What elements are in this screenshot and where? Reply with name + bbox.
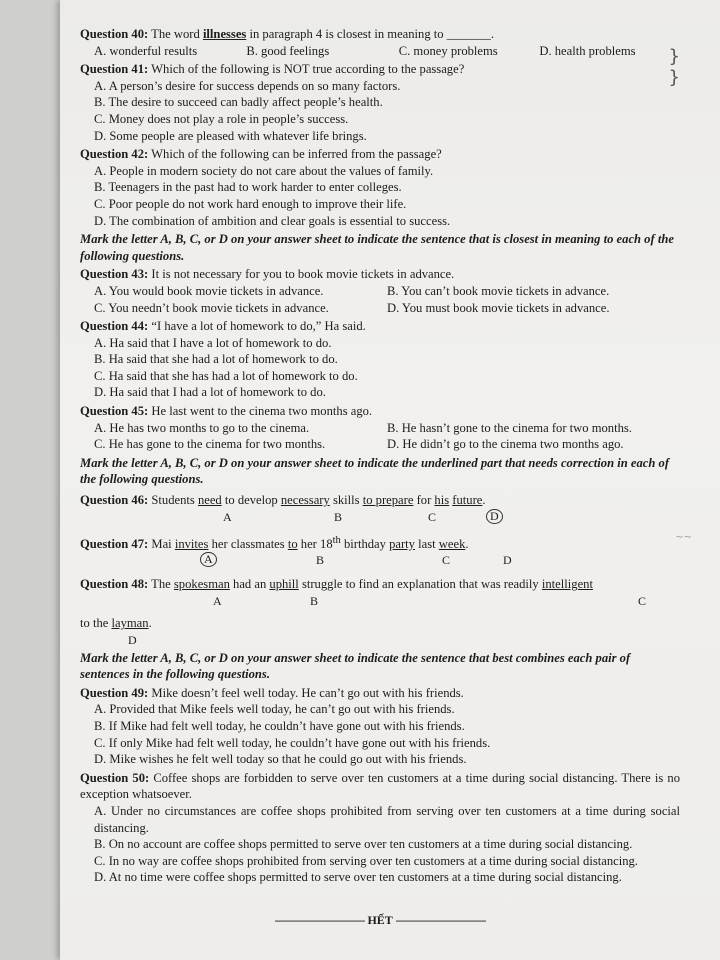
part-letters [80,593,680,611]
underlined-part-d: his [434,493,450,508]
option-a: A. wonderful results [94,43,198,58]
option-a: A. Provided that Mike feels well today, he can’t go out with his friends. [94,702,455,717]
underlined-part-b: to [287,536,298,551]
question-46: Question 46: Students need to develop necessary skills to prepare for his future. A B C D [80,492,680,527]
question-48: Question 48: The spokesman had an uphill struggle to find an explanation that was readily intelligent A B C to the layman. D [80,576,680,647]
question-number: Question 49: [80,685,149,700]
letter-d: D [503,553,512,568]
question-50: Question 50: Coffee shops are forbidden to serve over ten customers at a time during social distancing. There is no exception whatsoever. A. Under no circumstances are coffee shops prohibited from serving over ten customers at a time during social distancing. B. On no account are coffee shops permitted to serve over ten customers at a time during social distancing. C. In no way are coffee shops prohibited from serving over ten customers at a time during social distancing. D. At no time were coffee shops permitted to serve over ten customers at a time during social distancing. [80,770,680,885]
underlined-part-a: need [197,493,222,508]
option-c: C. Poor people do not work hard enough to improve their life. [94,196,407,211]
exam-paper [60,0,720,960]
end-label: HẾT [367,912,393,927]
option-d: D. health problems [539,43,636,58]
option-d: D. At no time were coffee shops permitted to serve over ten customers at a time during social distancing. [94,870,622,885]
letter-b: B [310,594,319,608]
option-a: A. A person’s desire for success depends on so many factors. [94,78,401,93]
end-marker [80,912,680,929]
underlined-part-d: week [438,536,466,551]
option-a: A. You would book movie tickets in advance. [94,283,324,298]
end-dashes-right: ------------------------------ [395,912,486,927]
option-b: B. Ha said that she had a lot of homework to do. [94,352,338,367]
option-b: B. good feelings [246,43,330,58]
option-b: B. On no account are coffee shops permitted to serve over ten customers at a time during social distancing. [94,837,633,852]
section-instruction: Mark the letter A, B, C, or D on your answer sheet to indicate the underlined part that needs correction in each of the following questions. [80,455,670,487]
option-c: C. Money does not play a role in people’s success. [94,111,349,126]
exam-content [80,24,680,929]
letter-b: B [316,553,325,568]
question-number: Question 43: [80,267,149,282]
underlined-part-c: party [389,536,415,551]
letter-d: D [486,509,503,524]
question-47: Question 47: Mai invites her classmates to her 18th birthday party last week. A B C D [80,533,680,571]
question-44: Question 44: “I have a lot of homework to do,” Ha said. A. Ha said that I have a lot of homework to do. B. Ha said that she had a lot of homework to do. C. Ha said that she has had a lot of homework to do. D. Ha said that I had a lot of homework to do. [80,318,680,401]
option-d: D. Some people are pleased with whatever life brings. [94,128,367,143]
part-letters [80,509,680,527]
question-49: Question 49: Mike doesn’t feel well today. He can’t go out with his friends. A. Provided that Mike feels well today, he can’t go out with his friends. B. If Mike had felt well today, he couldn’t have gone out with his friends. C. If only Mike had felt well today, he couldn’t have gone out with his friends. D. Mike wishes he felt well today so that he could go out with his friends. [80,685,680,768]
letter-c: C [428,509,437,524]
end-dashes-left: ------------------------------ [274,912,365,927]
letter-a: A [223,509,232,524]
option-b: B. If Mike had felt well today, he couldn’t have gone out with his friends. [94,718,465,733]
option-a: A. Ha said that I have a lot of homework to do. [94,335,332,350]
question-number: Question 45: [80,404,149,419]
underlined-word: illnesses [202,27,247,41]
question-number: Question 42: [80,147,149,162]
underlined-part-b: uphill [269,577,299,592]
letter-a: A [200,552,217,567]
question-42: Question 42: Which of the following can be inferred from the passage? A. People in modern society do not care about the values of family. B. Teenagers in the past had to work harder to enter colleges. C. Poor people do not work hard enough to improve their life. D. The combination of ambition and clear goals is essential to success. [80,146,680,229]
letter-b: B [334,509,343,524]
option-c: C. He has gone to the cinema for two months. [94,437,326,452]
underlined-part-d: layman [111,616,149,630]
option-a: A. People in modern society do not care about the values of family. [94,163,434,178]
option-d: D. Mike wishes he felt well today so that he could go out with his friends. [94,752,467,767]
underlined-part-b: necessary [280,493,330,508]
question-40: Question 40: The word illnesses in paragraph 4 is closest in meaning to _______. A. wonderful results B. good feelings C. money problems D. health problems [80,26,680,59]
pencil-scribble: ~~ [675,532,692,543]
question-number: Question 40: [80,27,149,41]
option-d: D. The combination of ambition and clear goals is essential to success. [94,213,451,228]
option-d: D. Ha said that I had a lot of homework to do. [94,385,326,400]
option-c: C. You needn’t book movie tickets in advance. [94,300,329,315]
question-41: Question 41: Which of the following is NOT true according to the passage? A. A person’s desire for success depends on so many factors. B. The desire to succeed can badly affect people’s health. C. Money does not play a role in people’s success. D. Some people are pleased with whatever life brings. [80,61,680,144]
pencil-bracket-mark: } } [668,46,680,88]
option-d: D. He didn’t go to the cinema two months ago. [387,437,624,452]
underlined-part-c: intelligent [541,577,593,592]
option-b: B. The desire to succeed can badly affect people’s health. [94,95,383,110]
question-number: Question 46: [80,493,149,508]
part-letters [80,632,680,648]
option-a: A. He has two months to go to the cinema. [94,420,310,435]
question-number: Question 47: [80,536,149,551]
underlined-part-c: to prepare [362,493,414,508]
option-a: A. Under no circumstances are coffee shops prohibited from serving over ten customers at a time during social distancing. [94,803,680,835]
part-letters [80,552,680,570]
option-b: B. He hasn’t gone to the cinema for two months. [387,420,632,435]
option-c: C. If only Mike had felt well today, he couldn’t have gone out with his friends. [94,735,491,750]
letter-d: D [128,632,137,647]
option-d: D. You must book movie tickets in advance. [387,300,610,315]
underlined-part-a: spokesman [173,577,230,592]
letter-c: C [442,553,451,568]
option-c: C. In no way are coffee shops prohibited from serving over ten customers at a time during social distancing. [94,853,638,868]
option-c: C. Ha said that she has had a lot of homework to do. [94,368,358,383]
section-instruction: Mark the letter A, B, C, or D on your answer sheet to indicate the sentence that best combines each pair of sentences in the following questions. [80,650,631,682]
option-b: B. You can’t book movie tickets in advance. [387,283,610,298]
question-number: Question 44: [80,319,149,334]
option-c: C. money problems [398,43,498,58]
question-43: Question 43: It is not necessary for you to book movie tickets in advance. A. You would book movie tickets in advance. B. You can’t book movie tickets in advance. C. You needn’t book movie tickets in advance. D. You must book movie tickets in advance. [80,266,680,316]
question-number: Question 41: [80,62,149,77]
question-number: Question 48: [80,577,149,592]
question-45: Question 45: He last went to the cinema two months ago. A. He has two months to go to the cinema. B. He hasn’t gone to the cinema for two months. C. He has gone to the cinema for two months. D. He didn’t go to the cinema two months ago. [80,403,680,453]
section-instruction: Mark the letter A, B, C, or D on your answer sheet to indicate the sentence that is closest in meaning to each of the following questions. [80,232,674,263]
option-b: B. Teenagers in the past had to work harder to enter colleges. [94,180,402,195]
letter-a: A [213,594,222,608]
letter-c: C [638,594,647,608]
question-number: Question 50: [80,770,150,785]
underlined-part-a: invites [174,536,209,551]
